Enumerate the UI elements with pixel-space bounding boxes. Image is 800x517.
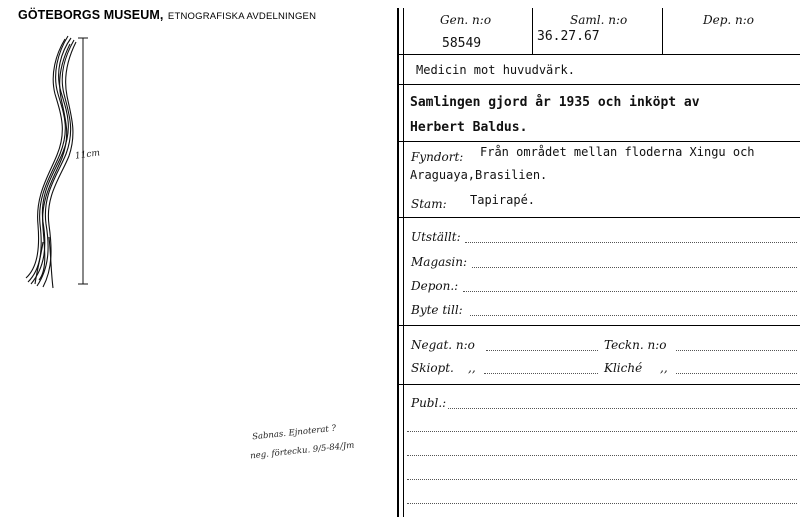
- negat-number-label: Negat. n:o: [411, 338, 475, 352]
- stam-label: Stam:: [411, 197, 447, 211]
- object-description: Medicin mot huvudvärk.: [416, 63, 575, 77]
- utstallt-dotted-line: [465, 242, 797, 243]
- stam-value: Tapirapé.: [470, 193, 536, 207]
- rule-header: [398, 54, 800, 55]
- museum-header: [18, 6, 316, 24]
- header-divider-1: [532, 8, 533, 54]
- publ-dotted-line-5: [407, 503, 797, 504]
- kliche-ditto: ,,: [660, 361, 668, 375]
- rule-description: [398, 84, 800, 85]
- fyndort-line-2: Araguaya,Brasilien.: [410, 168, 548, 182]
- skiopt-label: Skiopt.: [411, 361, 454, 375]
- negat-dotted-line: [486, 350, 598, 351]
- magasin-dotted-line: [472, 267, 797, 268]
- utstallt-label: Utställt:: [411, 230, 461, 244]
- depon-label: Depon.:: [411, 279, 459, 293]
- rule-storage: [398, 325, 800, 326]
- magasin-label: Magasin:: [411, 255, 468, 269]
- collection-line-1: Samlingen gjord år 1935 och inköpt av: [410, 95, 700, 110]
- rule-stam: [398, 217, 800, 218]
- saml-number-value: 36.27.67: [537, 29, 600, 44]
- teckn-dotted-line: [676, 350, 797, 351]
- fyndort-label: Fyndort:: [411, 150, 464, 164]
- handwritten-note-line1: Sabnas. Ejnoterat ?: [251, 423, 337, 443]
- byte-till-label: Byte till:: [411, 303, 463, 317]
- kliche-label: Kliché: [604, 361, 643, 375]
- dep-number-label: Dep. n:o: [703, 13, 755, 27]
- teckn-number-label: Teckn. n:o: [604, 338, 667, 352]
- saml-number-label: Saml. n:o: [570, 13, 628, 27]
- dimension-note: 11cm: [74, 148, 101, 162]
- skiopt-dotted-line: [484, 373, 598, 374]
- gen-number-label: Gen. n:o: [440, 13, 492, 27]
- publ-dotted-line-4: [407, 479, 797, 480]
- object-drawing: [25, 32, 115, 292]
- byte-till-dotted-line: [470, 315, 797, 316]
- depon-dotted-line: [463, 291, 797, 292]
- publ-label: Publ.:: [411, 396, 447, 410]
- publ-dotted-line-1: [448, 408, 797, 409]
- publ-dotted-line-3: [407, 455, 797, 456]
- kliche-dotted-line: [676, 373, 797, 374]
- publ-dotted-line-2: [407, 431, 797, 432]
- handwritten-note-line2: neg. förtecku. 9/5-84/Jm: [249, 440, 355, 462]
- rule-collection: [398, 141, 800, 142]
- rule-media: [398, 384, 800, 385]
- fyndort-line-1: Från området mellan floderna Xingu och: [480, 145, 755, 159]
- header-divider-2: [662, 8, 663, 54]
- skiopt-ditto: ,,: [468, 361, 476, 375]
- collection-line-2: Herbert Baldus.: [410, 120, 528, 135]
- museum-name: GÖTEBORGS MUSEUM,: [18, 8, 164, 22]
- gen-number-value: 58549: [442, 36, 482, 51]
- department-name: ETNOGRAFISKA AVDELNINGEN: [167, 11, 317, 22]
